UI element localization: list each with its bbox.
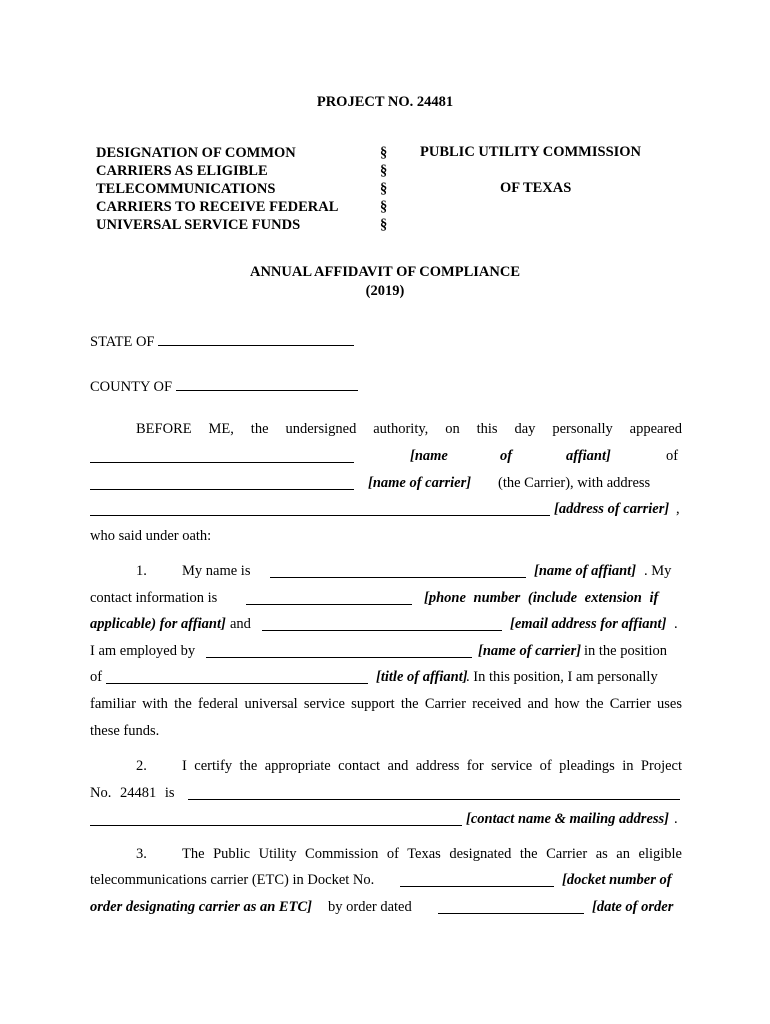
of-text: of: [666, 448, 679, 464]
intro-line-3: [90, 475, 682, 493]
caption-line: UNIVERSAL SERVICE FUNDS: [96, 217, 301, 233]
affiant-placeholder: affiant]: [566, 448, 611, 464]
affiant-name-placeholder: [name of affiant]: [534, 563, 637, 579]
docket-field[interactable]: [400, 872, 554, 887]
section-symbol: §: [380, 217, 388, 233]
county-label: COUNTY OF: [90, 379, 173, 395]
applicable-placeholder: applicable) for affiant]: [90, 616, 226, 632]
of-text: of: [90, 669, 103, 685]
order-placeholder: order designating carrier as an ETC]: [90, 899, 312, 915]
p1-line-5: [90, 669, 682, 687]
state-field[interactable]: [158, 331, 354, 346]
carrier-field[interactable]: [90, 475, 354, 490]
title-placeholder: [title of affiant]: [376, 669, 468, 685]
intro-line-4: [90, 501, 690, 519]
caption-line: CARRIERS AS ELIGIBLE: [96, 163, 268, 179]
and-text: and: [230, 616, 251, 632]
phone-field[interactable]: [246, 590, 412, 605]
section-symbol: §: [380, 181, 388, 197]
p1-line-7: these funds.: [90, 723, 160, 739]
period: .: [674, 616, 678, 632]
p1-number: 1.: [136, 563, 147, 579]
my-text: . My: [644, 563, 672, 579]
p3-line-1: [90, 846, 682, 864]
title-field[interactable]: [106, 669, 368, 684]
caption-line: TELECOMMUNICATIONS: [96, 181, 276, 197]
p2-line-1: [90, 758, 682, 776]
p3-line-2: [90, 872, 682, 890]
address-field[interactable]: [90, 501, 550, 516]
caption-line: CARRIERS TO RECEIVE FEDERAL: [96, 199, 339, 215]
document-title: ANNUAL AFFIDAVIT OF COMPLIANCE: [249, 264, 521, 280]
email-placeholder: [email address for affiant]: [510, 616, 667, 632]
commission-name: PUBLIC UTILITY COMMISSION: [420, 144, 642, 160]
p1-line-3: [90, 616, 690, 634]
project-number: PROJECT NO. 24481: [316, 94, 454, 110]
employed-by-text: I am employed by: [90, 643, 196, 659]
period: .: [674, 811, 678, 827]
employer-placeholder: [name of carrier]: [478, 643, 582, 659]
date-placeholder: [date of order: [592, 899, 674, 915]
name-placeholder: [name: [410, 448, 448, 464]
state-label: STATE OF: [90, 334, 155, 350]
intro-line-1: BEFORE ME, the undersigned authority, on this day personally appeared: [136, 421, 682, 437]
by-order-dated-text: by order dated: [328, 899, 412, 915]
address-placeholder: [address of carrier]: [554, 501, 670, 517]
document-year: (2019): [365, 283, 405, 299]
p2-text: I certify the appropriate contact and address for service of pleadings in Project: [182, 758, 682, 774]
p1-line-2: [90, 590, 682, 608]
phone-placeholder: [phone number (include extension if: [424, 590, 659, 606]
employer-field[interactable]: [206, 643, 472, 658]
section-symbol: §: [380, 145, 388, 161]
p1-line-4: [90, 643, 682, 661]
contact-info-text: contact information is: [90, 590, 218, 606]
no-text: No. 24481 is: [90, 785, 175, 801]
affiant-field[interactable]: [90, 448, 354, 463]
etc-docket-text: telecommunications carrier (ETC) in Docket No.: [90, 872, 375, 888]
in-this-position-text: . In this position, I am personally: [466, 669, 658, 685]
docket-placeholder: [docket number of: [562, 872, 672, 888]
section-symbol: §: [380, 163, 388, 179]
p2-number: 2.: [136, 758, 147, 774]
service-contact-field[interactable]: [188, 785, 680, 800]
intro-line-2: [90, 448, 682, 466]
carrier-placeholder: [name of carrier]: [368, 475, 472, 491]
mailing-address-field[interactable]: [90, 811, 462, 826]
of-placeholder: of: [500, 448, 513, 464]
comma: ,: [676, 501, 680, 517]
case-caption-left: [96, 144, 338, 234]
county-field[interactable]: [176, 376, 358, 391]
caption-line: DESIGNATION OF COMMON: [96, 145, 296, 161]
p1-line-1: [90, 563, 682, 581]
p2-line-2: [90, 785, 682, 803]
state-line: [90, 331, 354, 351]
p3-text: The Public Utility Commission of Texas designated the Carrier as an eligible: [182, 846, 682, 862]
in-position-text: in the position: [584, 643, 667, 659]
affiant-name-field[interactable]: [270, 563, 526, 578]
email-field[interactable]: [262, 616, 502, 631]
p3-line-3: [90, 899, 682, 917]
carrier-address-text: (the Carrier), with address: [498, 475, 651, 491]
my-name-text: My name is: [182, 563, 251, 579]
p1-line-6: familiar with the federal universal service support the Carrier received and how the Carrier uses: [90, 696, 682, 712]
p3-number: 3.: [136, 846, 147, 862]
contact-placeholder: [contact name & mailing address]: [466, 811, 669, 827]
oath-text: who said under oath:: [90, 528, 212, 544]
county-line: [90, 376, 358, 396]
p2-line-3: [90, 811, 690, 829]
order-date-field[interactable]: [438, 899, 584, 914]
commission-state: OF TEXAS: [500, 180, 572, 196]
section-symbol: §: [380, 199, 388, 215]
section-symbols: [380, 144, 387, 234]
